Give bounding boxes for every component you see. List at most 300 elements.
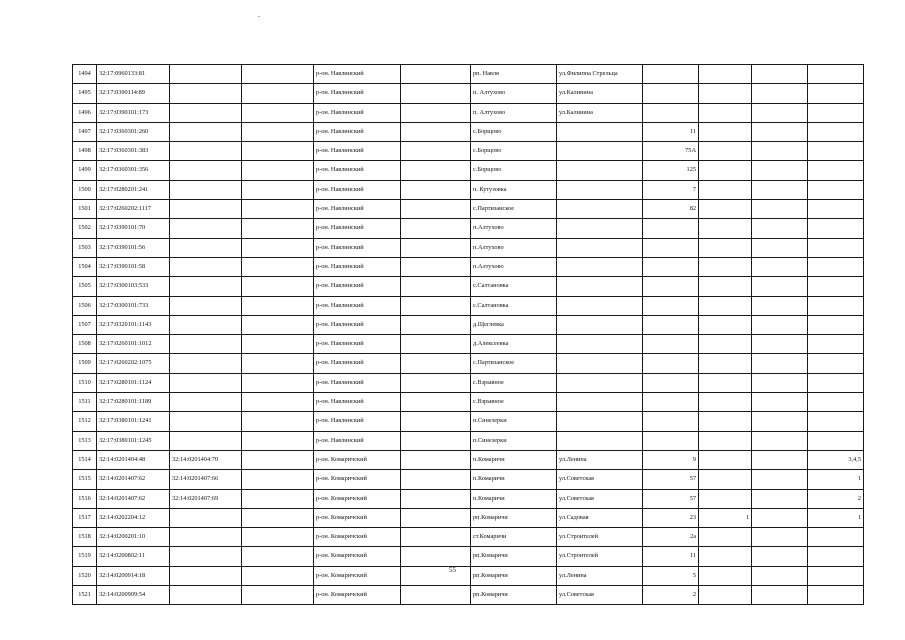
cell-house: 125	[643, 161, 699, 180]
cell-cadastral-number: 32:17:0390114:89	[97, 84, 170, 103]
cell-building	[699, 277, 752, 296]
cell-house	[643, 238, 699, 257]
cell-empty	[401, 508, 471, 527]
cell-cadastral-number: 32:17:0380101:1241	[97, 412, 170, 431]
cell-empty	[242, 296, 314, 315]
cell-district: р-он. Навлинский	[314, 277, 401, 296]
cell-district: р-он. Комаричский	[314, 470, 401, 489]
cell-cadastral-number-2	[170, 238, 242, 257]
cell-street	[557, 412, 643, 431]
cell-cadastral-number-2	[170, 315, 242, 334]
property-register-table	[72, 64, 864, 605]
cell-row-number: 1512	[73, 412, 97, 431]
cell-cadastral-number: 32:17:0320101:1143	[97, 315, 170, 334]
cell-cadastral-number-2	[170, 65, 242, 84]
cell-apartment: 3,4,5	[808, 450, 864, 469]
cell-house	[643, 431, 699, 450]
cell-street	[557, 238, 643, 257]
cell-cadastral-number-2	[170, 103, 242, 122]
cell-street: ул.Строителей	[557, 547, 643, 566]
cell-locality: с.Салтановка	[471, 277, 557, 296]
cell-empty	[752, 373, 808, 392]
cell-building	[699, 393, 752, 412]
cell-street: ул.Калинина	[557, 103, 643, 122]
cell-apartment	[808, 547, 864, 566]
cell-street	[557, 335, 643, 354]
cell-empty	[752, 489, 808, 508]
cell-empty	[242, 547, 314, 566]
cell-cadastral-number-2	[170, 431, 242, 450]
table-row	[73, 277, 864, 296]
cell-empty	[401, 470, 471, 489]
cell-empty	[752, 450, 808, 469]
cell-empty	[401, 431, 471, 450]
cell-locality: п.Комаричи	[471, 489, 557, 508]
cell-house	[643, 412, 699, 431]
cell-apartment: 2	[808, 489, 864, 508]
cell-street	[557, 431, 643, 450]
cell-building: 1	[699, 508, 752, 527]
cell-apartment	[808, 277, 864, 296]
cell-row-number: 1509	[73, 354, 97, 373]
cell-locality: п.Комаричи	[471, 450, 557, 469]
cell-building	[699, 84, 752, 103]
table-row	[73, 257, 864, 276]
cell-apartment	[808, 219, 864, 238]
cell-building	[699, 412, 752, 431]
cell-district: р-он. Комаричский	[314, 566, 401, 585]
cell-empty	[752, 122, 808, 141]
cell-cadastral-number: 32:14:0200802:11	[97, 547, 170, 566]
cell-building	[699, 373, 752, 392]
cell-cadastral-number: 32:17:0360301:356	[97, 161, 170, 180]
cell-cadastral-number-2: 32:14:0201407:66	[170, 470, 242, 489]
cell-locality: п. Алтухово	[471, 84, 557, 103]
cell-house	[643, 103, 699, 122]
cell-cadastral-number: 32:17:0300101:733	[97, 296, 170, 315]
table-row	[73, 393, 864, 412]
cell-street	[557, 373, 643, 392]
cell-apartment	[808, 354, 864, 373]
cell-empty	[752, 180, 808, 199]
table-body	[73, 65, 864, 605]
cell-row-number: 1506	[73, 296, 97, 315]
table-row	[73, 528, 864, 547]
cell-district: р-он. Навлинский	[314, 84, 401, 103]
cell-building	[699, 103, 752, 122]
cell-empty	[752, 65, 808, 84]
cell-cadastral-number-2	[170, 257, 242, 276]
cell-street	[557, 257, 643, 276]
table-row	[73, 586, 864, 605]
cell-locality: д.Щеглевка	[471, 315, 557, 334]
cell-locality: п.Синезерки	[471, 431, 557, 450]
cell-empty	[242, 161, 314, 180]
cell-empty	[401, 103, 471, 122]
cell-row-number: 1504	[73, 257, 97, 276]
cell-empty	[752, 257, 808, 276]
cell-empty	[401, 393, 471, 412]
cell-row-number: 1513	[73, 431, 97, 450]
cell-empty	[242, 315, 314, 334]
cell-street	[557, 315, 643, 334]
cell-street	[557, 354, 643, 373]
cell-apartment	[808, 296, 864, 315]
cell-row-number: 1511	[73, 393, 97, 412]
cell-apartment	[808, 238, 864, 257]
cell-cadastral-number-2	[170, 412, 242, 431]
cell-empty	[242, 393, 314, 412]
cell-locality: с.Салтановка	[471, 296, 557, 315]
cell-cadastral-number: 32:17:0390101:56	[97, 238, 170, 257]
cell-building	[699, 180, 752, 199]
cell-row-number: 1500	[73, 180, 97, 199]
cell-cadastral-number: 32:17:0280101:1124	[97, 373, 170, 392]
cell-empty	[752, 103, 808, 122]
cell-empty	[752, 393, 808, 412]
cell-apartment	[808, 103, 864, 122]
cell-district: р-он. Навлинский	[314, 142, 401, 161]
table-row	[73, 238, 864, 257]
cell-house	[643, 373, 699, 392]
cell-cadastral-number-2	[170, 200, 242, 219]
cell-cadastral-number: 32:14:0200201:10	[97, 528, 170, 547]
cell-district: р-он. Комаричский	[314, 586, 401, 605]
cell-house	[643, 277, 699, 296]
cell-street	[557, 200, 643, 219]
cell-empty	[401, 122, 471, 141]
cell-cadastral-number-2: 32:14:0201407:69	[170, 489, 242, 508]
cell-locality: п.Комаричи	[471, 470, 557, 489]
cell-row-number: 1521	[73, 586, 97, 605]
cell-cadastral-number-2	[170, 547, 242, 566]
cell-apartment	[808, 122, 864, 141]
cell-locality: рп. Навля	[471, 65, 557, 84]
cell-row-number: 1499	[73, 161, 97, 180]
table-row	[73, 142, 864, 161]
cell-apartment	[808, 180, 864, 199]
cell-building	[699, 528, 752, 547]
cell-house: 82	[643, 200, 699, 219]
cell-district: р-он. Навлинский	[314, 122, 401, 141]
cell-empty	[401, 315, 471, 334]
table-row	[73, 219, 864, 238]
cell-street	[557, 122, 643, 141]
cell-house: 57	[643, 470, 699, 489]
cell-row-number: 1518	[73, 528, 97, 547]
cell-apartment	[808, 431, 864, 450]
cell-empty	[242, 508, 314, 527]
cell-cadastral-number: 32:14:0202204:12	[97, 508, 170, 527]
cell-empty	[242, 200, 314, 219]
cell-cadastral-number: 32:17:0260202:1075	[97, 354, 170, 373]
cell-cadastral-number: 32:14:0200909:54	[97, 586, 170, 605]
cell-district: р-он. Комаричский	[314, 528, 401, 547]
cell-empty	[242, 373, 314, 392]
cell-cadastral-number-2	[170, 84, 242, 103]
cell-house	[643, 315, 699, 334]
cell-house: 11	[643, 547, 699, 566]
cell-cadastral-number: 32:14:0201407:62	[97, 489, 170, 508]
cell-locality: с.Борщово	[471, 142, 557, 161]
cell-building	[699, 450, 752, 469]
cell-empty	[401, 161, 471, 180]
cell-district: р-он. Навлинский	[314, 393, 401, 412]
cell-cadastral-number: 32:17:0390101:70	[97, 219, 170, 238]
cell-row-number: 1510	[73, 373, 97, 392]
cell-empty	[401, 238, 471, 257]
cell-cadastral-number: 32:17:0280101:1189	[97, 393, 170, 412]
cell-district: р-он. Навлинский	[314, 65, 401, 84]
cell-locality: с.Борщово	[471, 122, 557, 141]
cell-house	[643, 393, 699, 412]
cell-row-number: 1520	[73, 566, 97, 585]
cell-empty	[401, 373, 471, 392]
table-row	[73, 296, 864, 315]
cell-cadastral-number-2	[170, 122, 242, 141]
cell-row-number: 1517	[73, 508, 97, 527]
cell-building	[699, 219, 752, 238]
cell-row-number: 1496	[73, 103, 97, 122]
cell-building	[699, 161, 752, 180]
cell-apartment: 1	[808, 470, 864, 489]
cell-locality: с.Партизанское	[471, 200, 557, 219]
cell-house: 75А	[643, 142, 699, 161]
cell-empty	[752, 277, 808, 296]
cell-cadastral-number-2	[170, 335, 242, 354]
table-row	[73, 103, 864, 122]
cell-cadastral-number: 32:17:0360301:383	[97, 142, 170, 161]
cell-house: 7	[643, 180, 699, 199]
cell-row-number: 1514	[73, 450, 97, 469]
cell-district: р-он. Навлинский	[314, 354, 401, 373]
cell-empty	[752, 142, 808, 161]
table-row	[73, 470, 864, 489]
cell-empty	[752, 431, 808, 450]
cell-locality: ст.Комаричи	[471, 528, 557, 547]
cell-empty	[242, 257, 314, 276]
cell-empty	[752, 354, 808, 373]
cell-cadastral-number: 32:17:0260202:1117	[97, 200, 170, 219]
cell-row-number: 1505	[73, 277, 97, 296]
cell-empty	[401, 84, 471, 103]
cell-district: р-он. Комаричский	[314, 489, 401, 508]
cell-empty	[401, 335, 471, 354]
cell-street	[557, 180, 643, 199]
cell-street: ул.Филиппа Стрельца	[557, 65, 643, 84]
cell-street	[557, 142, 643, 161]
scan-speck	[258, 16, 260, 17]
cell-empty	[242, 142, 314, 161]
cell-street: ул.Советская	[557, 470, 643, 489]
cell-empty	[401, 296, 471, 315]
cell-empty	[752, 412, 808, 431]
cell-empty	[242, 238, 314, 257]
cell-cadastral-number: 32:17:0360301:260	[97, 122, 170, 141]
cell-building	[699, 238, 752, 257]
cell-district: р-он. Навлинский	[314, 373, 401, 392]
table-row	[73, 161, 864, 180]
cell-house	[643, 257, 699, 276]
cell-district: р-он. Комаричский	[314, 547, 401, 566]
cell-building	[699, 547, 752, 566]
cell-house: 23	[643, 508, 699, 527]
cell-apartment	[808, 393, 864, 412]
cell-apartment	[808, 335, 864, 354]
cell-locality: п. Алтухово	[471, 103, 557, 122]
cell-house	[643, 65, 699, 84]
cell-building	[699, 296, 752, 315]
cell-empty	[752, 470, 808, 489]
cell-building	[699, 142, 752, 161]
cell-empty	[401, 547, 471, 566]
cell-cadastral-number-2	[170, 180, 242, 199]
cell-locality: с.Взрывное	[471, 373, 557, 392]
cell-empty	[242, 335, 314, 354]
cell-street	[557, 277, 643, 296]
cell-apartment	[808, 586, 864, 605]
table-row	[73, 489, 864, 508]
cell-empty	[752, 335, 808, 354]
cell-cadastral-number: 32:17:0260101:1012	[97, 335, 170, 354]
cell-house: 9	[643, 450, 699, 469]
document-table-wrapper	[72, 64, 863, 605]
cell-empty	[242, 65, 314, 84]
cell-row-number: 1494	[73, 65, 97, 84]
cell-district: р-он. Навлинский	[314, 431, 401, 450]
cell-district: р-он. Комаричский	[314, 508, 401, 527]
cell-cadastral-number-2	[170, 586, 242, 605]
cell-empty	[752, 200, 808, 219]
cell-empty	[752, 84, 808, 103]
table-row	[73, 122, 864, 141]
cell-locality: с.Взрывное	[471, 393, 557, 412]
cell-street	[557, 161, 643, 180]
cell-apartment	[808, 200, 864, 219]
cell-district: р-он. Навлинский	[314, 335, 401, 354]
cell-apartment	[808, 161, 864, 180]
cell-empty	[242, 219, 314, 238]
cell-apartment	[808, 84, 864, 103]
cell-locality: рп.Комаричи	[471, 547, 557, 566]
cell-street: ул.Калинина	[557, 84, 643, 103]
cell-district: р-он. Навлинский	[314, 200, 401, 219]
cell-cadastral-number-2	[170, 161, 242, 180]
cell-street	[557, 393, 643, 412]
cell-empty	[242, 412, 314, 431]
cell-district: р-он. Навлинский	[314, 103, 401, 122]
cell-district: р-он. Навлинский	[314, 238, 401, 257]
cell-empty	[401, 219, 471, 238]
cell-district: р-он. Комаричский	[314, 450, 401, 469]
page-number: 55	[449, 566, 456, 574]
cell-locality: с.Борщово	[471, 161, 557, 180]
cell-empty	[242, 122, 314, 141]
cell-row-number: 1495	[73, 84, 97, 103]
cell-cadastral-number-2	[170, 528, 242, 547]
cell-apartment	[808, 315, 864, 334]
cell-cadastral-number: 32:17:0280201:241	[97, 180, 170, 199]
cell-empty	[752, 586, 808, 605]
table-row	[73, 431, 864, 450]
cell-locality: п.Синезерки	[471, 412, 557, 431]
cell-house: 5	[643, 566, 699, 585]
cell-street: ул.Садовая	[557, 508, 643, 527]
cell-cadastral-number-2	[170, 142, 242, 161]
cell-district: р-он. Навлинский	[314, 412, 401, 431]
cell-cadastral-number: 32:17:0390101:173	[97, 103, 170, 122]
cell-building	[699, 470, 752, 489]
table-row	[73, 315, 864, 334]
cell-locality: рп.Комаричи	[471, 586, 557, 605]
cell-building	[699, 335, 752, 354]
cell-street: ул.Ленина	[557, 450, 643, 469]
cell-row-number: 1498	[73, 142, 97, 161]
table-row	[73, 508, 864, 527]
cell-cadastral-number-2	[170, 393, 242, 412]
cell-district: р-он. Навлинский	[314, 315, 401, 334]
cell-empty	[752, 547, 808, 566]
cell-empty	[401, 257, 471, 276]
cell-cadastral-number-2	[170, 296, 242, 315]
cell-house	[643, 335, 699, 354]
cell-cadastral-number: 32:17:0300103:533	[97, 277, 170, 296]
cell-house: 11	[643, 122, 699, 141]
cell-building	[699, 65, 752, 84]
cell-locality: п.Алтухово	[471, 257, 557, 276]
cell-apartment	[808, 142, 864, 161]
cell-empty	[752, 528, 808, 547]
cell-house: 2	[643, 586, 699, 605]
cell-empty	[242, 84, 314, 103]
cell-empty	[242, 277, 314, 296]
cell-empty	[401, 142, 471, 161]
table-row	[73, 200, 864, 219]
cell-apartment	[808, 65, 864, 84]
cell-building	[699, 354, 752, 373]
table-row	[73, 65, 864, 84]
cell-empty	[401, 180, 471, 199]
cell-cadastral-number: 32:17:0380101:1245	[97, 431, 170, 450]
cell-empty	[242, 470, 314, 489]
cell-empty	[752, 238, 808, 257]
cell-cadastral-number: 32:17:0960133:81	[97, 65, 170, 84]
cell-house	[643, 84, 699, 103]
cell-empty	[242, 103, 314, 122]
cell-cadastral-number: 32:14:0200914:18	[97, 566, 170, 585]
cell-empty	[242, 431, 314, 450]
cell-empty	[242, 180, 314, 199]
cell-cadastral-number-2: 32:14:0201404:70	[170, 450, 242, 469]
cell-locality: с.Партизанское	[471, 354, 557, 373]
cell-apartment	[808, 373, 864, 392]
cell-row-number: 1507	[73, 315, 97, 334]
table-row	[73, 412, 864, 431]
cell-street: ул.Советская	[557, 586, 643, 605]
cell-empty	[242, 450, 314, 469]
cell-empty	[401, 586, 471, 605]
cell-building	[699, 489, 752, 508]
cell-empty	[752, 219, 808, 238]
cell-row-number: 1501	[73, 200, 97, 219]
cell-empty	[752, 315, 808, 334]
cell-house	[643, 219, 699, 238]
cell-empty	[401, 277, 471, 296]
cell-apartment	[808, 257, 864, 276]
cell-building	[699, 315, 752, 334]
cell-building	[699, 200, 752, 219]
cell-row-number: 1503	[73, 238, 97, 257]
